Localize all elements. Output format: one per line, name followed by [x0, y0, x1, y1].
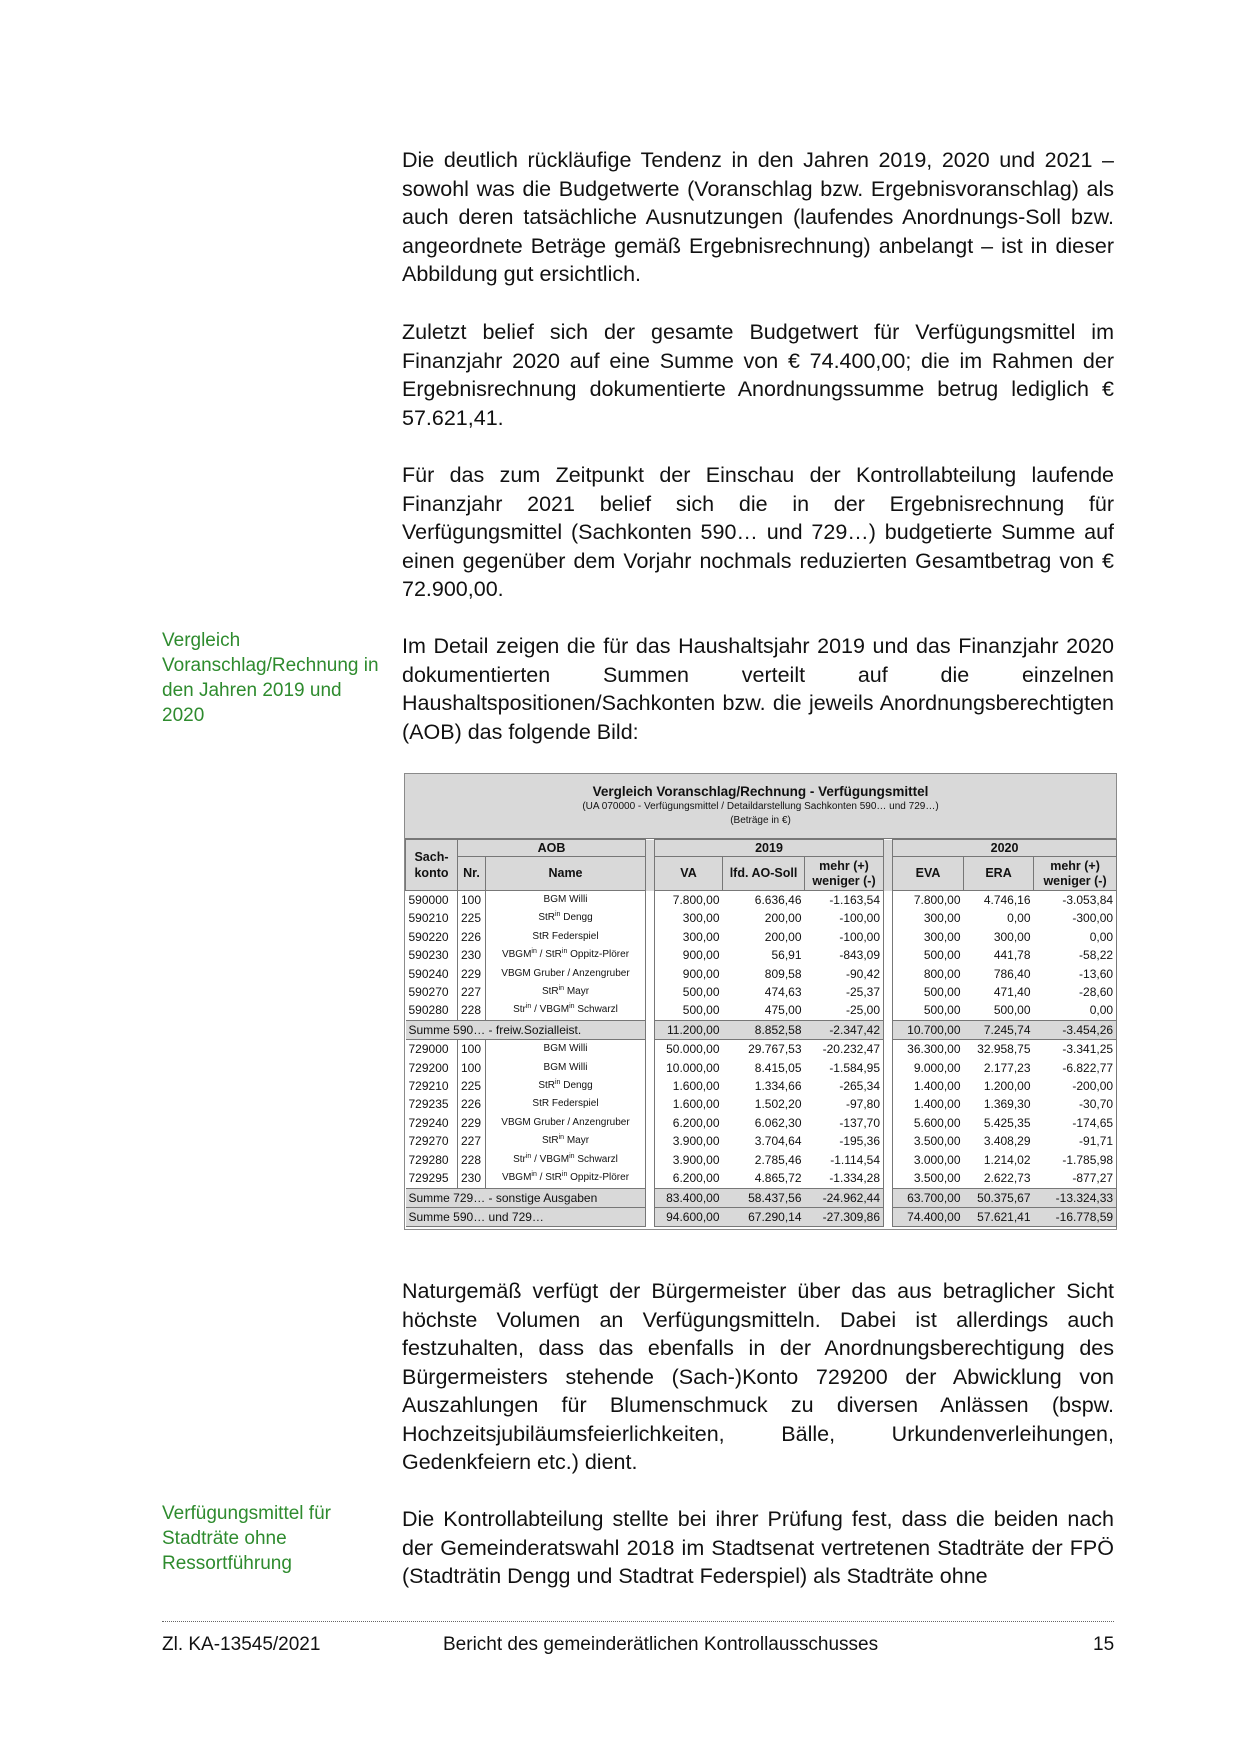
cell-diff-2019: -1.114,54 [805, 1151, 884, 1169]
cell-lfd-ao-soll: 200,00 [764, 929, 802, 944]
cell-aob-name: StR$^{in}$ Dengg [486, 909, 646, 927]
column-gap [646, 1020, 655, 1039]
table-row [406, 1040, 1117, 1059]
cell-aob-name: $VBGM^{in} / StR^{in}$ Oppitz-Plörer [486, 946, 646, 964]
column-gap [646, 1040, 655, 1059]
col-header-eva: EVA [893, 857, 964, 891]
cell-sachkonto: 729235 [406, 1095, 458, 1113]
cell-aob-name: $VBGM^{in} / StR^{in}$ Oppitz-Plörer [486, 1169, 646, 1188]
col-header-aob: AOB [458, 840, 646, 857]
cell-sachkonto: 590240 [406, 965, 458, 983]
cell-aob-nr: 228 [458, 1001, 486, 1020]
cell-era: 57.621,41 [964, 1207, 1034, 1226]
cell-eva: 63.700,00 [893, 1188, 964, 1207]
cell-sachkonto: 590230 [406, 946, 458, 964]
cell-eva: 9.000,00 [893, 1059, 964, 1077]
cell-eva: 5.600,00 [893, 1114, 964, 1132]
table-sum-row [406, 1207, 1117, 1226]
cell-eva: 1.400,00 [893, 1077, 964, 1095]
budget-table [405, 839, 1117, 1227]
cell-va: 83.400,00 [655, 1188, 723, 1207]
table-row [406, 928, 1117, 946]
cell-diff-2020: -91,71 [1034, 1132, 1117, 1150]
table-row [406, 1114, 1117, 1132]
cell-diff-2019: -137,70 [805, 1114, 884, 1132]
cell-sachkonto: 729210 [406, 1077, 458, 1095]
footer-reference: Zl. KA-13545/2021 [162, 1634, 321, 1655]
table-title-block [405, 774, 1116, 839]
cell-diff-2019: -20.232,47 [805, 1040, 884, 1059]
table-row [406, 983, 1117, 1001]
column-gap [646, 1132, 655, 1150]
cell-lfd-ao-soll: 2.785,46 [754, 1152, 802, 1167]
cell-lfd-ao-soll: 8.415,05 [754, 1060, 802, 1075]
col-header-nr: Nr. [458, 857, 486, 891]
cell-lfd-ao-soll: 56,91 [771, 948, 802, 963]
cell-va: 3.900,00 [655, 1151, 723, 1169]
cell-va: 1.600,00 [655, 1095, 723, 1113]
cell-lfd-ao-soll: 8.852,58 [723, 1020, 805, 1039]
cell-era: 32.958,75 [977, 1042, 1031, 1057]
cell-va: 500,00 [655, 1001, 723, 1020]
column-gap [884, 928, 893, 946]
cell-era: 7.245,74 [964, 1020, 1034, 1039]
cell-diff-2020: -28,60 [1034, 983, 1117, 1001]
cell-eva: 10.700,00 [893, 1020, 964, 1039]
cell-va: 6.200,00 [655, 1169, 723, 1188]
cell-aob-nr: 100 [458, 1040, 486, 1059]
column-gap [884, 1114, 893, 1132]
table-row [406, 946, 1117, 964]
cell-aob-name: StR Federspiel [486, 928, 646, 946]
cell-lfd-ao-soll: 67.290,14 [723, 1207, 805, 1226]
cell-aob-nr: 227 [458, 983, 486, 1001]
cell-aob-name: StR Federspiel [486, 1095, 646, 1113]
paragraph-budget-2021: Für das zum Zeitpunkt der Einschau der Kontrollabteilung laufende Finanzjahr 2021 belief sich die in der Ergebnisrechnung für Verfügungsmittel (Sachkonten 590… und 729…) budgetierte Summe auf einen gegenüber dem Vorjahr nochmals reduzierten Gesamtbetrag von € 72.900,00. [402, 463, 1114, 601]
table-subtitle: (UA 070000 - Verfügungsmittel / Detaildarstellung Sachkonten 590… und 729…) [582, 801, 939, 812]
cell-lfd-ao-soll: 6.636,46 [754, 893, 802, 907]
table-row [406, 909, 1117, 927]
column-gap [884, 1020, 893, 1039]
column-gap [884, 909, 893, 927]
column-gap [646, 983, 655, 1001]
column-gap [884, 1188, 893, 1207]
cell-diff-2019: -1.584,95 [805, 1059, 884, 1077]
col-header-lfd-ao-soll: lfd. AO-Soll [723, 857, 805, 891]
column-gap [646, 1188, 655, 1207]
cell-lfd-ao-soll: 1.502,20 [754, 1097, 802, 1112]
column-gap [884, 1095, 893, 1113]
cell-sachkonto: 729240 [406, 1114, 458, 1132]
cell-diff-2020: -3.341,25 [1034, 1040, 1117, 1059]
cell-eva: 36.300,00 [893, 1040, 964, 1059]
cell-va: 94.600,00 [655, 1207, 723, 1226]
cell-eva: 500,00 [893, 983, 964, 1001]
cell-era: 2.177,23 [983, 1060, 1031, 1075]
cell-era: 0,00 [1007, 911, 1031, 926]
cell-era: 441,78 [993, 948, 1031, 963]
cell-diff-2019: -1.163,54 [805, 891, 884, 910]
cell-diff-2020: 0,00 [1034, 928, 1117, 946]
col-header-2020: 2020 [893, 840, 1117, 857]
sum-label: Summe 729… - sonstige Ausgaben [406, 1188, 646, 1207]
cell-aob-name: BGM Willi [486, 1059, 646, 1077]
column-gap [884, 1169, 893, 1188]
column-gap [884, 840, 893, 891]
cell-va: 500,00 [655, 983, 723, 1001]
table-row [406, 965, 1117, 983]
cell-era: 500,00 [993, 1003, 1031, 1018]
cell-eva: 300,00 [893, 909, 964, 927]
table-row [406, 1169, 1117, 1188]
cell-sachkonto: 729200 [406, 1059, 458, 1077]
cell-aob-nr: 229 [458, 965, 486, 983]
cell-aob-name: VBGM Gruber / Anzengruber [486, 1114, 646, 1132]
column-gap [646, 891, 655, 910]
sum-label: Summe 590… und 729… [406, 1207, 646, 1226]
cell-era: 4.746,16 [983, 893, 1031, 907]
cell-era: 1.214,02 [983, 1152, 1031, 1167]
column-gap [646, 1077, 655, 1095]
cell-diff-2019: -100,00 [805, 928, 884, 946]
cell-va: 900,00 [655, 965, 723, 983]
cell-aob-name: $Str^{in} / VBGM^{in}$ Schwarzl [486, 1001, 646, 1020]
column-gap [884, 946, 893, 964]
sum-label: Summe 590… - freiw.Sozialleist. [406, 1020, 646, 1039]
cell-eva: 300,00 [893, 928, 964, 946]
cell-aob-nr: 100 [458, 891, 486, 910]
cell-va: 6.200,00 [655, 1114, 723, 1132]
column-gap [884, 1001, 893, 1020]
cell-lfd-ao-soll: 200,00 [764, 911, 802, 926]
cell-lfd-ao-soll: 474,63 [764, 985, 802, 1000]
column-gap [646, 1151, 655, 1169]
table-sum-row [406, 1020, 1117, 1039]
table-body [406, 891, 1117, 1227]
cell-aob-name: BGM Willi [486, 891, 646, 910]
cell-va: 7.800,00 [655, 891, 723, 910]
cell-diff-2019: -25,37 [805, 983, 884, 1001]
column-gap [646, 1169, 655, 1188]
col-header-sachkonto: Sach-konto [406, 840, 458, 891]
cell-sachkonto: 590000 [406, 891, 458, 910]
cell-sachkonto: 729270 [406, 1132, 458, 1150]
cell-diff-2020: -13.324,33 [1034, 1188, 1117, 1207]
table-row [406, 891, 1117, 910]
col-header-diff-2019: mehr (+) weniger (-) [805, 857, 884, 891]
cell-diff-2019: -265,34 [805, 1077, 884, 1095]
cell-lfd-ao-soll: 6.062,30 [754, 1115, 802, 1130]
cell-diff-2020: -13,60 [1034, 965, 1117, 983]
cell-lfd-ao-soll: 1.334,66 [754, 1079, 802, 1094]
column-gap [646, 946, 655, 964]
cell-era: 2.622,73 [983, 1171, 1031, 1186]
cell-eva: 74.400,00 [893, 1207, 964, 1226]
cell-aob-nr: 226 [458, 928, 486, 946]
cell-era: 300,00 [993, 929, 1031, 944]
paragraph-mayor: Naturgemäß verfügt der Bürgermeister über das aus betraglicher Sicht höchste Volumen an Verfügungsmitteln. Dabei ist allerdings auch festzuhalten, dass das ebenfalls in der Anordnungsberechtigung des Bürgermeisters stehende (Sach-)Konto 729200 der Abwicklung von Auszahlungen für Blumenschmuck zu diversen Anlässen (bspw. Hochzeitsjubiläumsfeierlichkeiten, Bälle, Urkundenverleihungen, Gedenkfeiern etc.) dient. [402, 1279, 1114, 1474]
cell-va: 300,00 [655, 909, 723, 927]
footer-title: Bericht des gemeinderätlichen Kontrollausschusses [443, 1634, 879, 1655]
cell-diff-2020: -3.454,26 [1034, 1020, 1117, 1039]
cell-diff-2020: -58,22 [1034, 946, 1117, 964]
cell-era: 3.408,29 [983, 1134, 1031, 1149]
column-gap [646, 1114, 655, 1132]
column-gap [884, 1207, 893, 1226]
cell-aob-name: $Str^{in} / VBGM^{in}$ Schwarzl [486, 1151, 646, 1169]
cell-aob-nr: 230 [458, 946, 486, 964]
margin-note-comparison: Vergleich Voranschlag/Rechnung in den Jahren 2019 und 2020 [162, 630, 379, 726]
cell-aob-nr: 100 [458, 1059, 486, 1077]
col-header-name: Name [486, 857, 646, 891]
table-row [406, 1132, 1117, 1150]
cell-aob-nr: 227 [458, 1132, 486, 1150]
cell-sachkonto: 729295 [406, 1169, 458, 1188]
cell-diff-2019: -1.334,28 [805, 1169, 884, 1188]
cell-eva: 3.000,00 [893, 1151, 964, 1169]
column-gap [646, 1001, 655, 1020]
cell-sachkonto: 729280 [406, 1151, 458, 1169]
cell-era: 1.200,00 [983, 1079, 1031, 1094]
cell-va: 3.900,00 [655, 1132, 723, 1150]
column-gap [646, 840, 655, 891]
cell-va: 10.000,00 [655, 1059, 723, 1077]
cell-lfd-ao-soll: 4.865,72 [754, 1171, 802, 1186]
page-number: 15 [1093, 1634, 1115, 1655]
cell-diff-2019: -24.962,44 [805, 1188, 884, 1207]
col-header-diff-2020: mehr (+) weniger (-) [1034, 857, 1117, 891]
cell-eva: 3.500,00 [893, 1132, 964, 1150]
cell-sachkonto: 590280 [406, 1001, 458, 1020]
cell-era: 786,40 [993, 966, 1031, 981]
cell-diff-2020: 0,00 [1034, 1001, 1117, 1020]
table-title: Vergleich Voranschlag/Rechnung - Verfügungsmittel [592, 784, 929, 799]
column-gap [884, 1132, 893, 1150]
column-gap [884, 1077, 893, 1095]
column-gap [884, 983, 893, 1001]
column-gap [884, 1059, 893, 1077]
cell-aob-nr: 230 [458, 1169, 486, 1188]
cell-va: 300,00 [655, 928, 723, 946]
column-gap [884, 1040, 893, 1059]
cell-lfd-ao-soll: 58.437,56 [723, 1188, 805, 1207]
cell-diff-2020: -174,65 [1034, 1114, 1117, 1132]
cell-diff-2019: -2.347,42 [805, 1020, 884, 1039]
cell-aob-nr: 225 [458, 909, 486, 927]
cell-diff-2020: -877,27 [1034, 1169, 1117, 1188]
cell-diff-2020: -3.053,84 [1034, 891, 1117, 910]
cell-va: 11.200,00 [655, 1020, 723, 1039]
cell-lfd-ao-soll: 3.704,64 [754, 1134, 802, 1149]
column-gap [646, 928, 655, 946]
cell-era: 471,40 [993, 985, 1031, 1000]
cell-eva: 800,00 [893, 965, 964, 983]
cell-sachkonto: 590270 [406, 983, 458, 1001]
cell-diff-2019: -100,00 [805, 909, 884, 927]
budget-comparison-table [404, 773, 1117, 1230]
table-row [406, 1077, 1117, 1095]
cell-diff-2020: -6.822,77 [1034, 1059, 1117, 1077]
cell-aob-name: BGM Willi [486, 1040, 646, 1059]
table-row [406, 1151, 1117, 1169]
column-gap [646, 1207, 655, 1226]
cell-sachkonto: 590220 [406, 928, 458, 946]
col-header-2019: 2019 [655, 840, 884, 857]
column-gap [884, 891, 893, 910]
table-row [406, 1001, 1117, 1020]
cell-era: 50.375,67 [964, 1188, 1034, 1207]
cell-era: 5.425,35 [983, 1115, 1031, 1130]
cell-aob-name: VBGM Gruber / Anzengruber [486, 965, 646, 983]
paragraph-budget-2020: Zuletzt belief sich der gesamte Budgetwert für Verfügungsmittel im Finanzjahr 2020 auf eine Summe von € 74.400,00; die im Rahmen der Ergebnisrechnung dokumentierte Anordnungssumme betrug lediglich € 57.621,41. [402, 320, 1114, 430]
cell-eva: 500,00 [893, 1001, 964, 1020]
column-gap [646, 965, 655, 983]
cell-aob-name: StR$^{in}$ Mayr [486, 1132, 646, 1150]
cell-diff-2019: -843,09 [805, 946, 884, 964]
cell-lfd-ao-soll: 29.767,53 [748, 1042, 802, 1057]
cell-era: 1.369,30 [983, 1097, 1031, 1112]
cell-aob-nr: 225 [458, 1077, 486, 1095]
column-gap [884, 1151, 893, 1169]
cell-eva: 3.500,00 [893, 1169, 964, 1188]
cell-eva: 1.400,00 [893, 1095, 964, 1113]
paragraph-detail-intro: Im Detail zeigen die für das Haushaltsjahr 2019 und das Finanzjahr 2020 dokumentierten Summen verteilt auf die einzelnen Haushaltspositionen/Sachkonten bzw. die jeweils Anordnungsberechtigten (AOB) das folgende Bild: [402, 634, 1114, 744]
cell-diff-2019: -90,42 [805, 965, 884, 983]
paragraph-findings: Die Kontrollabteilung stellte bei ihrer Prüfung fest, dass die beiden nach der Gemeinderatswahl 2018 im Stadtsenat vertretenen Stadträte der FPÖ (Stadträtin Dengg und Stadtrat Federspiel) als Stadträte ohne [402, 1507, 1114, 1588]
cell-aob-nr: 228 [458, 1151, 486, 1169]
col-header-va: VA [655, 857, 723, 891]
cell-diff-2019: -25,00 [805, 1001, 884, 1020]
table-sum-row [406, 1188, 1117, 1207]
column-gap [884, 965, 893, 983]
column-gap [646, 1059, 655, 1077]
cell-eva: 500,00 [893, 946, 964, 964]
footer-divider [162, 1621, 1114, 1622]
cell-sachkonto: 590210 [406, 909, 458, 927]
cell-diff-2020: -1.785,98 [1034, 1151, 1117, 1169]
col-header-era: ERA [964, 857, 1034, 891]
cell-va: 1.600,00 [655, 1077, 723, 1095]
cell-diff-2020: -300,00 [1034, 909, 1117, 927]
cell-eva: 7.800,00 [893, 891, 964, 910]
cell-va: 900,00 [655, 946, 723, 964]
cell-lfd-ao-soll: 475,00 [764, 1003, 802, 1018]
cell-diff-2020: -30,70 [1034, 1095, 1117, 1113]
table-row [406, 1095, 1117, 1113]
cell-aob-name: StR$^{in}$ Dengg [486, 1077, 646, 1095]
cell-aob-name: StR$^{in}$ Mayr [486, 983, 646, 1001]
cell-va: 50.000,00 [655, 1040, 723, 1059]
cell-sachkonto: 729000 [406, 1040, 458, 1059]
cell-diff-2019: -97,80 [805, 1095, 884, 1113]
paragraph-trend: Die deutlich rückläufige Tendenz in den Jahren 2019, 2020 und 2021 – sowohl was die Budgetwerte (Voranschlag bzw. Ergebnisvoranschlag) als auch deren tatsächliche Ausnutzungen (laufendes Anordnungs-Soll bzw. angeordnete Beträge gemäß Ergebnisrechnung) anbelangt – ist in dieser Abbildung gut ersichtlich. [402, 148, 1114, 286]
column-gap [646, 1095, 655, 1113]
cell-diff-2019: -195,36 [805, 1132, 884, 1150]
cell-aob-nr: 229 [458, 1114, 486, 1132]
cell-aob-nr: 226 [458, 1095, 486, 1113]
cell-diff-2020: -16.778,59 [1034, 1207, 1117, 1226]
column-gap [646, 909, 655, 927]
cell-lfd-ao-soll: 809,58 [764, 966, 802, 981]
cell-diff-2019: -27.309,86 [805, 1207, 884, 1226]
table-row [406, 1059, 1117, 1077]
table-unit-note: (Beträge in €) [730, 815, 791, 826]
cell-diff-2020: -200,00 [1034, 1077, 1117, 1095]
margin-note-councillors: Verfügungsmittel für Stadträte ohne Ressortführung [162, 1503, 331, 1574]
